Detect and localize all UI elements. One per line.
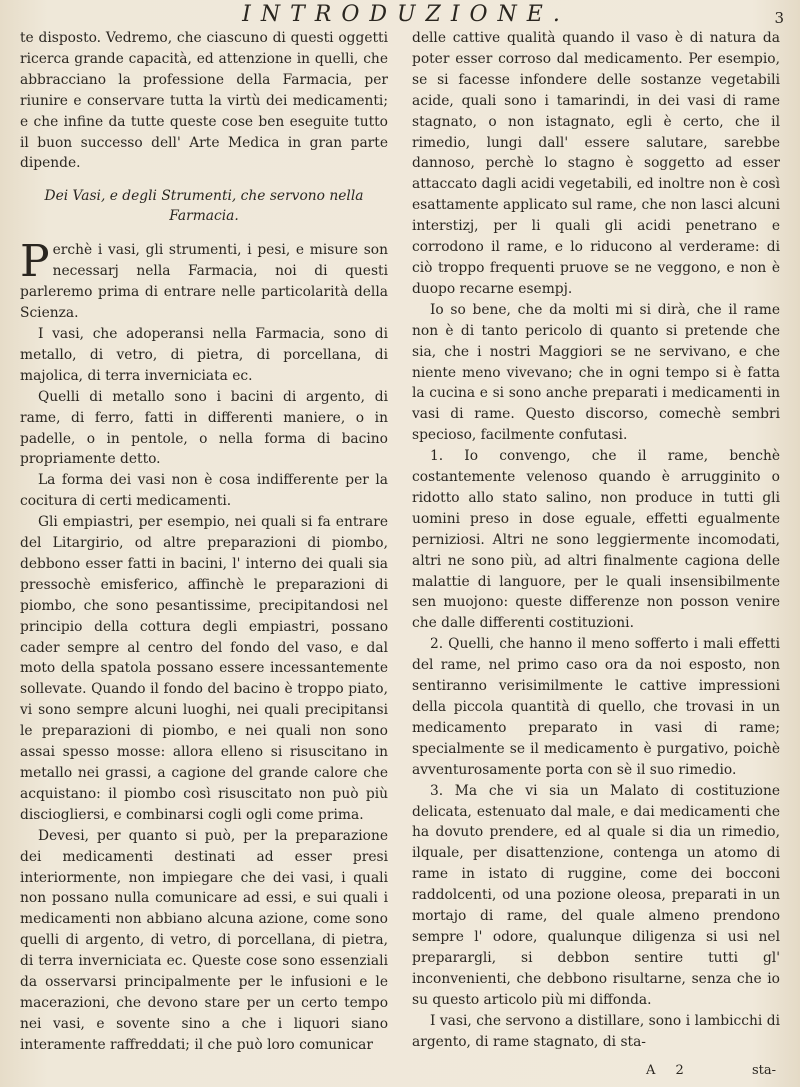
page-number: 3 <box>774 9 784 27</box>
right-paragraph-5: 3. Ma che vi sia un Malato di costituzione delicata, estenuato dal male, e dai medicamenti che ha dovuto prendere, ed al quale si dia un rimedio, ilquale, per disattenzione, contenga un atomo di rame in istato di ruggine, come dei bocconi raddolcenti, od una pozione oleosa, preparati in un mortajo di rame, del quale almeno prendono sempre l' odore, qualunque diligenza si usi nel preparargli, si debbon sentire tutti gl' inconvenienti, che debbono risultarne, senza che io su questo articolo più mi diffonda. <box>412 782 780 1008</box>
section-title: Dei Vasi, e degli Strumenti, che servono nella Farmacia. <box>44 188 364 225</box>
right-paragraph-6: I vasi, che servono a distillare, sono i lambicchi di argento, di rame stagnato, di sta- <box>412 1012 780 1050</box>
left-paragraph-2-text: erchè i vasi, gli strumenti, i pesi, e misure son necessarj nella Farmacia, noi di questi parleremo prima di entrare nelle particolarità della Scienza. <box>20 242 388 322</box>
right-column <box>412 28 780 1052</box>
right-paragraph-2: Io so bene, che da molti mi si dirà, che il rame non è di tanto pericolo di quanto si pretende che sia, che i nostri Maggiori se ne servivano, e che niente meno vivevano; che in ogni tempo si è fatta la cucina e si sono anche preparati i medicamenti in vasi di rame. Questo discorso, comechè sembri specioso, facilmente confutasi. <box>412 301 780 444</box>
right-paragraph-3: 1. Io convengo, che il rame, benchè costantemente velenoso quando è arrugginito o ridotto allo stato salino, non produce in tutti gli uomini preso in dose eguale, effetti egualmente perniziosi. Altri ne sono leggiermente incomodati, altri ne sono più, ad altri finalmente cagiona delle malattie di languore, per le quali insensibilmente sen muojono: queste differenze non posson venire che dalle differenti costituzioni. <box>412 448 780 632</box>
catchword: sta- <box>752 1063 777 1078</box>
signature-mark: A 2 <box>646 1063 692 1078</box>
left-column <box>20 28 388 1056</box>
left-paragraph-7: Devesi, per quanto si può, per la preparazione dei medicamenti destinati ad esser presi interiormente, non impiegare che dei vasi, i quali non possano nulla comunicare ad essi, e sui quali i medicamenti non abbiano alcuna azione, come sono quelli di argento, di vetro, di porcellana, di pietra, di terra inverniciata ec. Queste cose sono essenziali da osservarsi principalmente per le infusioni e le macerazioni, che devono stare per un certo tempo nei vasi, e sovente sino a che i liquori siano interamente raffreddati; il che può loro comunicar <box>20 827 388 1053</box>
drop-cap: P <box>20 236 50 288</box>
right-paragraph-4: 2. Quelli, che hanno il meno sofferto i mali effetti del rame, nel primo caso ora da noi esposto, non sentiranno verisimilmente le cattive impressioni della piccola quantità di quello, che trovasi in un medicamento preparato in vasi di rame; specialmente se il medicamento è purgativo, poichè avventurosamente porta con sè il suo rimedio. <box>412 636 780 778</box>
left-paragraph-3: I vasi, che adoperansi nella Farmacia, sono di metallo, di vetro, di pietra, di porcellana, di majolica, di terra inverniciata ec. <box>20 325 388 384</box>
right-paragraph-1: delle cattive qualità quando il vaso è di natura da poter esser corroso dal medicamento. Per esempio, se si facesse infondere delle sostanze vegetabili acide, quali sono i tamarindi, in dei vasi di rame stagnato, o non istagnato, egli è certo, che il rimedio, lungi dall' essere salutare, sarebbe dannoso, perchè lo stagno è soggetto ad esser attaccato dagli acidi vegetabili, ed inoltre non è così esattamente applicato sul rame, che non lasci alcuni interstizj, per li quali gli acidi penetrano e corrodono il rame, e lo riducono al verderame: di ciò troppo frequenti pruove se ne veggono, e non è duopo recarne esempj. <box>412 30 780 297</box>
left-paragraph-5: La forma dei vasi non è cosa indifferente per la cocitura di certi medicamenti. <box>20 472 388 510</box>
left-paragraph-2 <box>20 236 388 324</box>
left-paragraph-1: te disposto. Vedremo, che ciascuno di questi oggetti ricerca grande capacità, ed attenzione in quelli, che abbracciano la professione della Farmacia, per riunire e conservare tutta la virtù dei medicamenti; e che infine da tutte queste cose ben eseguite tutto il buon successo dell' Arte Medica in gran parte dipende. <box>20 30 388 172</box>
left-paragraph-6: Gli empiastri, per esempio, nei quali si fa entrare del Litargirio, od altre preparazioni di piombo, debbono esser fatti in bacini, l' interno dei quali sia pressochè emisferico, affinchè le preparazioni di piombo, che sono pesantissime, precipitandosi nel principio della cottura degli empiastri, possano cader sempre al centro del fondo del vaso, e dal moto della spatola possano essere incessantemente sollevate. Quando il fondo del bacino è troppo piato, vi sono sempre alcuni luoghi, nei quali precipitansi le preparazioni di piombo, e nei quali non sono assai spesso mosse: allora elleno si risuscitano in metallo nei grassi, a cagione del grande calore che acquistano: il piombo così risuscitato non può più disciogliersi, e combinarsi cogli ogli come prima. <box>20 514 388 823</box>
running-head: INTRODUZIONE. <box>242 2 570 27</box>
left-paragraph-4: Quelli di metallo sono i bacini di argento, di rame, di ferro, fatti in differenti maniere, o in padelle, o in pentole, o nella forma di bacino propriamente detto. <box>20 388 388 468</box>
